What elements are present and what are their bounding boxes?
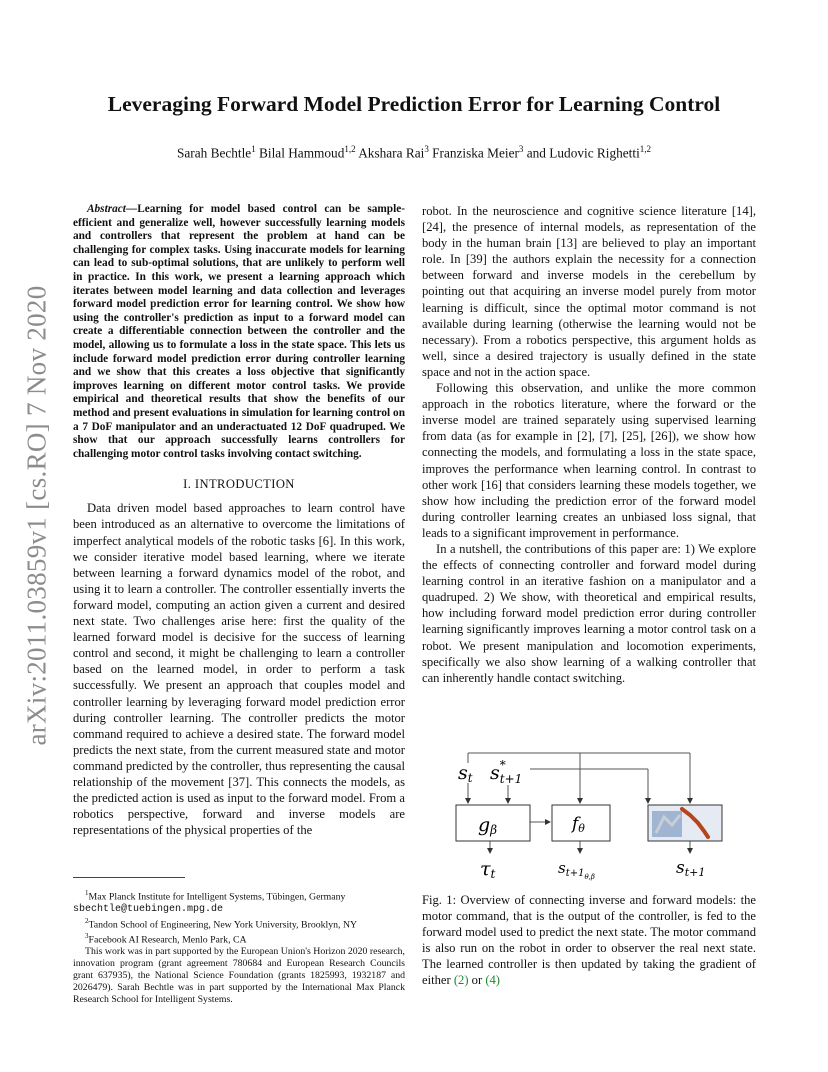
author-conjunction: and <box>526 145 546 161</box>
equation-link-2[interactable]: (2) <box>453 973 469 988</box>
body-paragraph: Following this observation, and unlike the more common approach in the robotics literature, where the forward or the inverse model are trained separately using supervised learning from data (as for example in [2], [7], [25], [26]), we show how connecting the models, and formulating a loss in the state space, improves the performance when learning control. In contrast to other work [16] that considers learning these models together, we show how including the prediction error of the forward model during controller learning creates an unbiased loss signal, that leads to a significant improvement in performance. <box>422 381 756 540</box>
forward-model-label: fθ <box>572 814 585 835</box>
body-paragraph: In a nutshell, the contributions of this paper are: 1) We explore the effects of connecting controller and forward model during learning control in an iterative fashion on a manipulator and a quadruped. 2) We show, with theoretical and empirical results, how including forward model prediction error during controller learning significantly improves learning a motor control task on a robot. We present manipulation and locomotion experiments, specifically we also show learning of a walking controller that can inherently handle contact switching. <box>422 541 756 685</box>
equation-link-4[interactable]: (4) <box>485 973 500 988</box>
footnote-affiliation-3 <box>73 931 405 946</box>
author-affiliation: 1,2 <box>344 144 356 154</box>
author-name: Sarah Bechtle <box>176 145 252 161</box>
paper-title: Leveraging Forward Model Prediction Error for Learning Control <box>107 92 721 116</box>
arxiv-identifier-stamp <box>16 280 58 750</box>
abstract-dash: — <box>125 203 138 215</box>
author-email: sbechtle@tuebingen.mpg.de <box>73 904 224 916</box>
left-column <box>73 203 405 838</box>
footnote-mark: 1 <box>85 889 89 897</box>
footnote-text: Tandon School of Engineering, New York University, Brooklyn, NY <box>88 919 358 931</box>
footnote-affiliation-2 <box>73 916 405 931</box>
footnote-mark: 2 <box>85 917 89 926</box>
arxiv-identifier-text: arXiv:2011.03859v1 [cs.RO] 7 Nov 2020 <box>21 284 52 746</box>
author-affiliation: 1,2 <box>639 144 652 154</box>
body-paragraph: robot. In the neuroscience and cognitive science literature [14], [24], the presence of internal models, as representation of the body in the human brain [13] are believed to play an important role. In [39] the authors explain the necessity for a connection between forward and inverse models in the cerebellum by pointing out that acquiring an inverse model purely from motor learning is difficult, since the optimal motor command is not available during learning (otherwise the learning would not be necessary). From a robotics perspective, this argument holds as well, since a desired trajectory is usually defined in the state space and not in the action space. <box>422 204 756 379</box>
author-name: Franziska Meier <box>432 145 519 161</box>
author-list <box>60 144 768 161</box>
abstract <box>73 203 405 461</box>
figure-1-caption <box>422 892 756 989</box>
footnote-funding: This work was in part supported by the European Union's Horizon 2020 research, innovation program (grant agreement 780684 and European Research Councils grant 637935), the National Science Foundation (grants 1825993, 1932187 and 2026479). Sarah Bechtle was in part supported by the International Max Planck Research School for Intelligent Systems. <box>73 946 405 1006</box>
state-input-label: st <box>458 762 473 785</box>
author-affiliation: 1 <box>251 144 256 154</box>
controller-label: gβ <box>478 814 498 837</box>
diagram-svg <box>450 745 732 885</box>
author-name: Akshara Rai <box>358 145 425 161</box>
caption-text-middle: or <box>468 973 486 988</box>
author-affiliation: 3 <box>424 144 429 154</box>
abstract-text: Learning for model based control can be sample-efficient and generalize well, however successfully learning models and controllers that represent the problem at hand can be challenging for complex tasks. Using inaccurate models for learning can lead to sub-optimal solutions, that are unlikely to perform well in practice. In this work, we present a learning approach which iterates between model learning and data collection and leverages forward model prediction error for learning control. We show how using the controller's prediction as input to a forward model can create a differentiable connection between the controller and the model, allowing us to formulate a loss in the state space. This lets us include forward model prediction error during controller learning and we show that this creates a loss objective that significantly improves learning on different motor control tasks. We provide empirical and theoretical results that show the benefits of our method and present evaluations in simulation for learning control on a 7 DoF manipulator and an underactuated 12 DoF quadruped. We show that our approach successfully learns controllers for challenging motor control tasks involving contact switching. <box>73 203 405 460</box>
introduction-paragraph: Data driven model based approaches to learn control have been introduced as an alternative to overcome the limitations of imperfect analytical models of the robotic tasks [6]. In this work, we consider iterative model based learning, where we iterate between learning a forward dynamics model of the robot, and using it to learn a controller. The controller essentially inverts the forward model, computing an action given a current and desired next state. Two challenges arise here: first the quality of the learned forward model is decisive for the success of learning control and second, it might be challenging to learn a controller based on the learned model, in order to perform a task successfully. We present an approach that couples model and controller learning by leveraging forward model prediction error during controller learning. The controller predicts the motor command required to achieve a desired state. The forward model predicts the next state, from the current measured state and motor command predicted by the controller, thus representing the causal relationship of the movement [37]. This connects the models, as the predicted action is used as input to the forward model. From a robotics perspective, forward and inverse models are representations of the physical properties of the <box>73 501 405 838</box>
footnote-text: Facebook AI Research, Menlo Park, CA <box>88 934 247 946</box>
right-column <box>422 203 756 686</box>
desired-state-input-label: s* t+1 <box>490 758 523 786</box>
footnote-mark: 3 <box>85 932 89 941</box>
robot-simulation-image <box>648 805 722 841</box>
author-name: Ludovic Righetti <box>549 145 640 161</box>
motor-command-label: τt <box>480 858 496 881</box>
footnote-rule <box>73 877 185 878</box>
author-name: Bilal Hammoud <box>259 145 345 161</box>
author-affiliation: 3 <box>518 144 524 154</box>
predicted-state-label: $s_{t+1\theta,\beta}$ <box>558 859 595 881</box>
abstract-label: Abstract <box>87 203 126 215</box>
figure-1-diagram <box>450 745 732 885</box>
caption-text: Fig. 1: Overview of connecting inverse and forward models: the motor command, that is the output of the controller, is fed to the forward model used to predict the next state. The motor command is also run on the robot in order to observer the real next state. The learned controller is then updated by taking the gradient of either <box>422 893 756 988</box>
footnote-text: Max Planck Institute for Intelligent Systems, Tübingen, Germany <box>88 891 346 903</box>
footnote-affiliation-1 <box>73 888 405 916</box>
real-next-state-label: st+1 <box>676 858 706 879</box>
section-heading-introduction: I. INTRODUCTION <box>183 477 295 492</box>
footnotes <box>73 883 405 1006</box>
